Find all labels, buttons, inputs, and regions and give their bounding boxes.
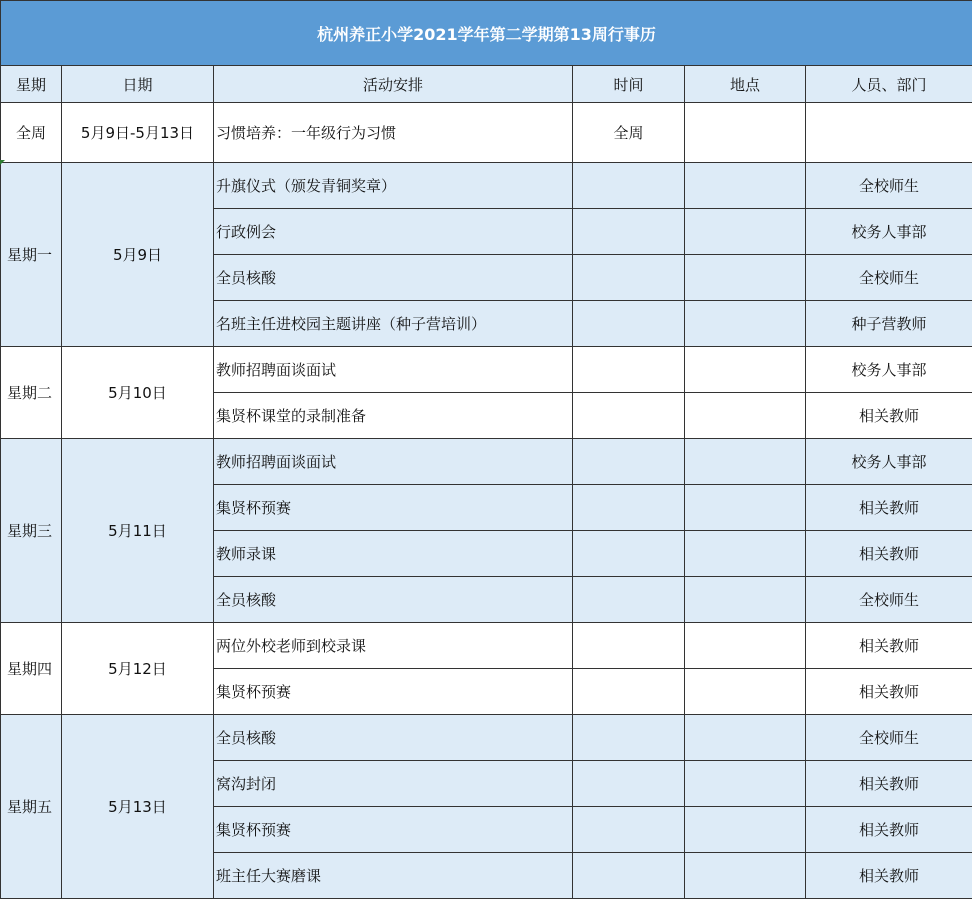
people-cell: 相关教师 xyxy=(806,761,972,807)
header-weekday: 星期 xyxy=(1,66,62,103)
time-cell xyxy=(573,669,685,715)
place-cell xyxy=(685,669,806,715)
header-date: 日期 xyxy=(62,66,214,103)
table-row xyxy=(1,439,972,485)
place-cell xyxy=(685,393,806,439)
table-row xyxy=(1,347,972,393)
time-cell xyxy=(573,715,685,761)
activity-cell: 习惯培养：一年级行为习惯 xyxy=(214,103,573,163)
people-cell xyxy=(806,103,972,163)
place-cell xyxy=(685,807,806,853)
table-row xyxy=(1,715,972,761)
activity-cell: 升旗仪式（颁发青铜奖章） xyxy=(214,163,573,209)
time-cell xyxy=(573,393,685,439)
place-cell xyxy=(685,347,806,393)
time-cell xyxy=(573,255,685,301)
time-cell xyxy=(573,347,685,393)
activity-cell: 名班主任进校园主题讲座（种子营培训） xyxy=(214,301,573,347)
place-cell xyxy=(685,761,806,807)
table-row xyxy=(1,623,972,669)
people-cell: 相关教师 xyxy=(806,485,972,531)
activity-cell: 集贤杯预赛 xyxy=(214,807,573,853)
time-cell xyxy=(573,623,685,669)
weekday-cell: 全周 xyxy=(1,103,62,163)
place-cell xyxy=(685,255,806,301)
page-title: 杭州养正小学2021学年第二学期第13周行事历 xyxy=(1,1,972,66)
activity-cell: 窝沟封闭 xyxy=(214,761,573,807)
activity-cell: 全员核酸 xyxy=(214,577,573,623)
people-cell: 相关教师 xyxy=(806,807,972,853)
people-cell: 全校师生 xyxy=(806,577,972,623)
whole-week-row xyxy=(1,103,972,163)
header-row xyxy=(1,66,972,103)
activity-cell: 全员核酸 xyxy=(214,715,573,761)
place-cell xyxy=(685,103,806,163)
people-cell: 全校师生 xyxy=(806,255,972,301)
date-cell: 5月13日 xyxy=(62,715,214,899)
people-cell: 相关教师 xyxy=(806,853,972,899)
time-cell xyxy=(573,163,685,209)
time-cell xyxy=(573,577,685,623)
activity-cell: 两位外校老师到校录课 xyxy=(214,623,573,669)
people-cell: 相关教师 xyxy=(806,393,972,439)
weekday-cell: 星期二 xyxy=(1,347,62,439)
activity-cell: 行政例会 xyxy=(214,209,573,255)
people-cell: 种子营教师 xyxy=(806,301,972,347)
place-cell xyxy=(685,439,806,485)
place-cell xyxy=(685,301,806,347)
people-cell: 全校师生 xyxy=(806,715,972,761)
header-time: 时间 xyxy=(573,66,685,103)
weekday-cell: 星期三 xyxy=(1,439,62,623)
header-place: 地点 xyxy=(685,66,806,103)
place-cell xyxy=(685,485,806,531)
date-cell: 5月10日 xyxy=(62,347,214,439)
people-cell: 全校师生 xyxy=(806,163,972,209)
weekday-cell: 星期一 xyxy=(1,163,62,347)
people-cell: 相关教师 xyxy=(806,531,972,577)
time-cell xyxy=(573,209,685,255)
people-cell: 相关教师 xyxy=(806,669,972,715)
activity-cell: 集贤杯预赛 xyxy=(214,669,573,715)
place-cell xyxy=(685,163,806,209)
date-cell: 5月12日 xyxy=(62,623,214,715)
place-cell xyxy=(685,209,806,255)
table-row xyxy=(1,163,972,209)
time-cell xyxy=(573,531,685,577)
activity-cell: 集贤杯课堂的录制准备 xyxy=(214,393,573,439)
time-cell xyxy=(573,485,685,531)
place-cell xyxy=(685,623,806,669)
header-activity: 活动安排 xyxy=(214,66,573,103)
people-cell: 相关教师 xyxy=(806,623,972,669)
time-cell xyxy=(573,439,685,485)
place-cell xyxy=(685,853,806,899)
people-cell: 校务人事部 xyxy=(806,347,972,393)
place-cell xyxy=(685,577,806,623)
activity-cell: 班主任大赛磨课 xyxy=(214,853,573,899)
time-cell xyxy=(573,301,685,347)
time-cell xyxy=(573,761,685,807)
people-cell: 校务人事部 xyxy=(806,439,972,485)
activity-cell: 全员核酸 xyxy=(214,255,573,301)
weekday-cell: 星期五 xyxy=(1,715,62,899)
time-cell: 全周 xyxy=(573,103,685,163)
date-cell: 5月9日 xyxy=(62,163,214,347)
activity-cell: 集贤杯预赛 xyxy=(214,485,573,531)
header-people: 人员、部门 xyxy=(806,66,972,103)
date-cell: 5月9日-5月13日 xyxy=(62,103,214,163)
cell-comment-marker xyxy=(0,160,5,165)
place-cell xyxy=(685,531,806,577)
date-cell: 5月11日 xyxy=(62,439,214,623)
people-cell: 校务人事部 xyxy=(806,209,972,255)
place-cell xyxy=(685,715,806,761)
time-cell xyxy=(573,807,685,853)
activity-cell: 教师招聘面谈面试 xyxy=(214,439,573,485)
weekday-cell: 星期四 xyxy=(1,623,62,715)
activity-cell: 教师录课 xyxy=(214,531,573,577)
activity-cell: 教师招聘面谈面试 xyxy=(214,347,573,393)
time-cell xyxy=(573,853,685,899)
